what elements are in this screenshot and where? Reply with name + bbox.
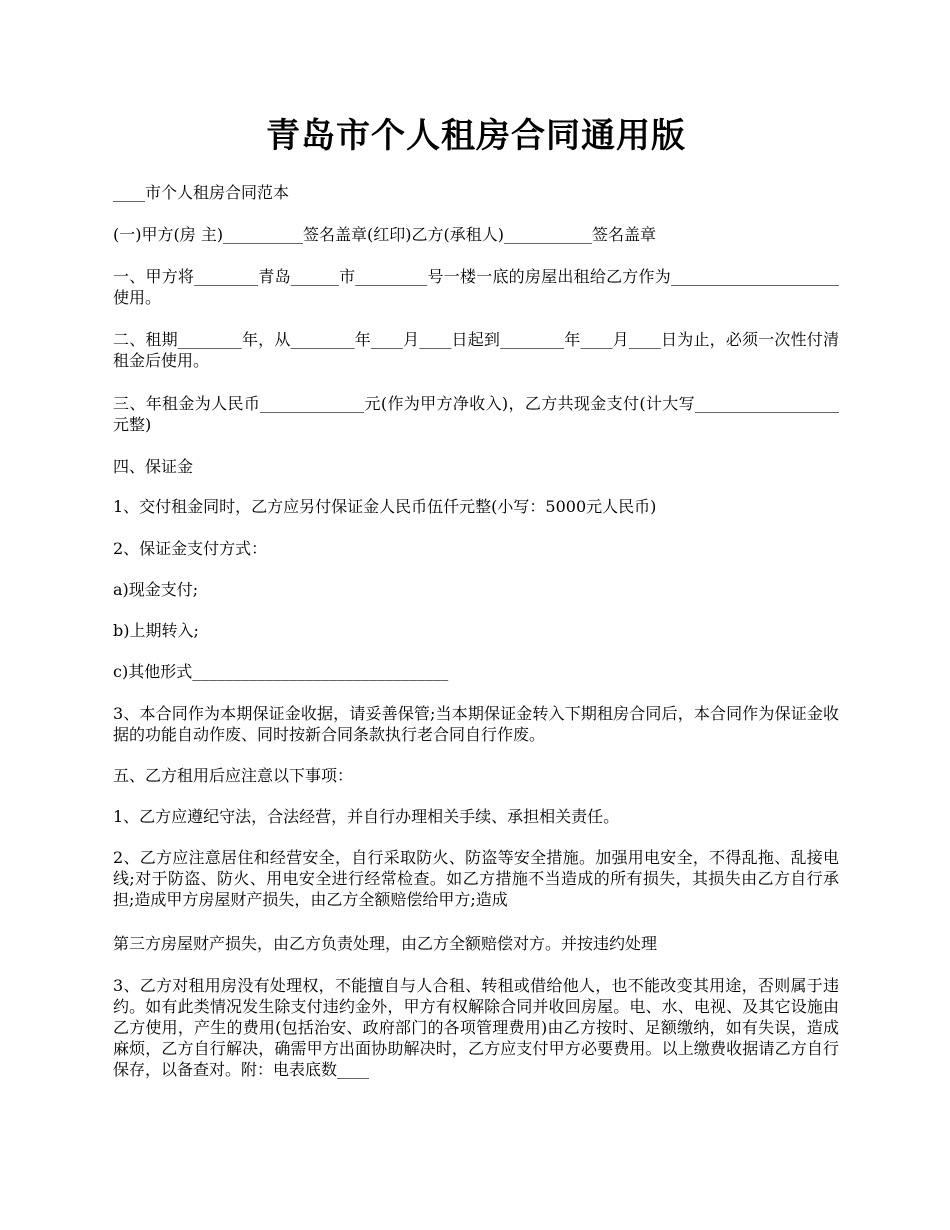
paragraph-deposit-amount: 1、交付租金同时，乙方应另付保证金人民币伍仟元整(小写：5000元人民币) (113, 497, 657, 516)
paragraph-obligation-3: 3、乙方对租用房没有处理权，不能擅自与人合租、转租或借给他人，也不能改变其用途，否则属于违约。如有此类情况发生除支付违约金外，甲方有权解除合同并收回房屋。电、水、电视、及其它设施由乙方使用，产生的费用(包括治安、政府部门的各项管理费用)由乙方按时、足额缴纳，如有失误，造成麻烦，乙方自行解决，确需甲方出面协助解决时，乙方应支付甲方必要费用。以上缴费收据请乙方自行保存，以备查对。附：电表底数____ (113, 976, 839, 1079)
paragraph-deposit-receipt: 3、本合同作为本期保证金收据，请妥善保管;当本期保证金转入下期租房合同后，本合同作为保证金收据的功能自动作废、同时按新合同条款执行老合同自行作废。 (113, 704, 839, 744)
paragraph-obligation-1: 1、乙方应遵纪守法，合法经营，并自行办理相关手续、承担相关责任。 (113, 807, 620, 826)
document-title: 青岛市个人租房合同通用版 (266, 116, 686, 156)
paragraph-method-other: c)其他形式________________________________ (113, 662, 449, 681)
paragraph-clause-2-term: 二、租期________年，从________年____月____日起到________年____月____日为止，必须一次性付清租金后使用。 (113, 330, 839, 370)
paragraph-clause-5-heading: 五、乙方租用后应注意以下事项： (113, 766, 354, 785)
paragraph-contract-template-heading: ____市个人租房合同范本 (113, 183, 290, 202)
paragraph-clause-1-premises: 一、甲方将________青岛______市_________号一楼一底的房屋出租给乙方作为_____________________使用。 (113, 267, 839, 307)
paragraph-clause-3-rent: 三、年租金为人民币_____________元(作为甲方净收入)，乙方共现金支付(计大写__________________元整) (113, 394, 839, 434)
paragraph-deposit-methods: 2、保证金支付方式： (113, 539, 268, 558)
paragraph-method-cash: a)现金支付; (113, 580, 199, 599)
paragraph-method-transfer: b)上期转入; (113, 621, 199, 640)
paragraph-parties: (一)甲方(房 主)__________签名盖章(红印)乙方(承租人)___________签名盖章 (113, 225, 657, 244)
paragraph-third-party-damage: 第三方房屋财产损失，由乙方负责处理，由乙方全额赔偿对方。并按违约处理 (113, 934, 658, 953)
paragraph-clause-4-deposit-heading: 四、保证金 (113, 457, 194, 476)
paragraph-obligation-2: 2、乙方应注意居住和经营安全，自行采取防火、防盗等安全措施。加强用电安全，不得乱拖、乱接电线;对于防盗、防火、用电安全进行经常检查。如乙方措施不当造成的所有损失，其损失由乙方自行承担;造成甲方房屋财产损失，由乙方全额赔偿给甲方;造成 (113, 848, 839, 909)
